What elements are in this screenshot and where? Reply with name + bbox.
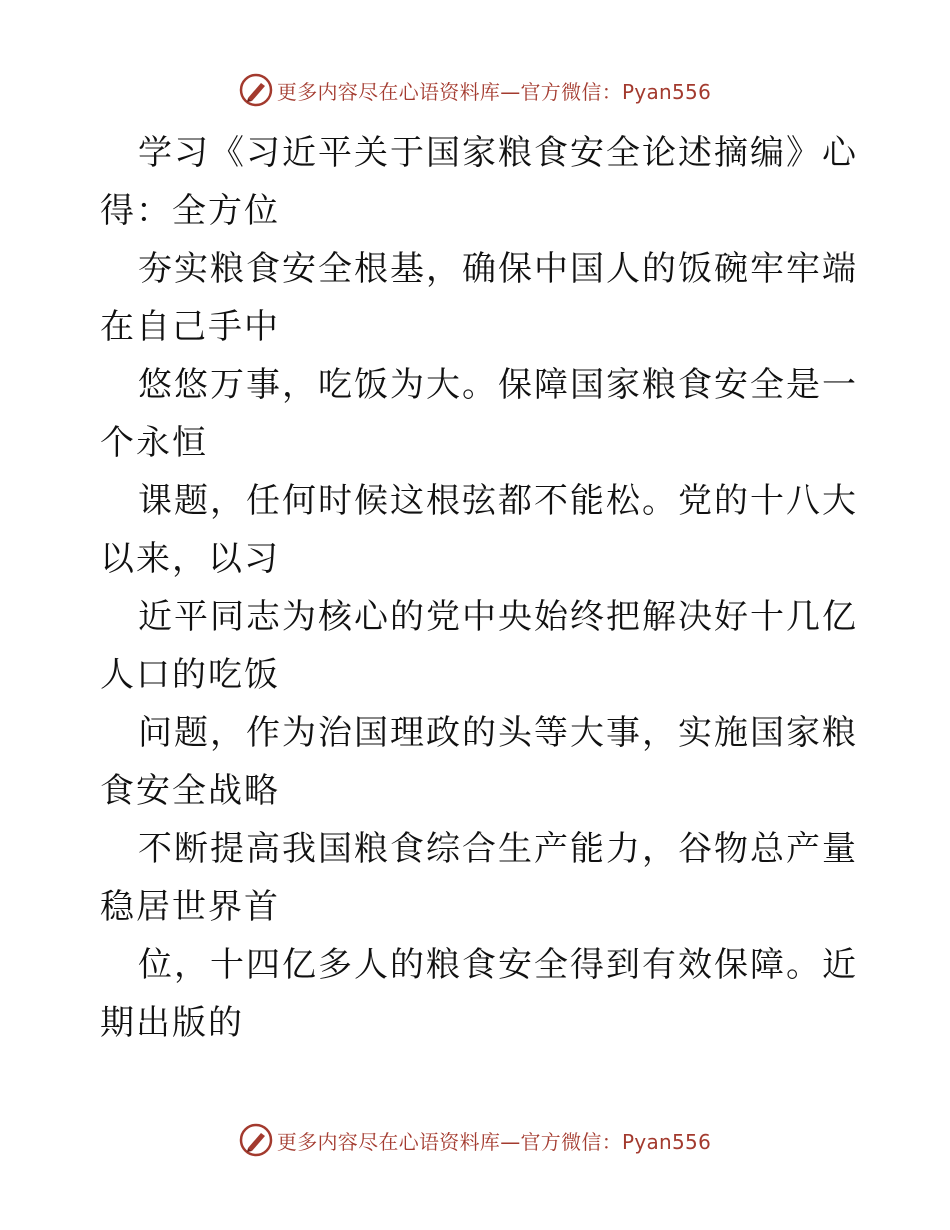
paragraph: 位，十四亿多人的粮食安全得到有效保障。近期出版的 — [100, 945, 858, 1043]
paragraph: 夯实粮食安全根基，确保中国人的饭碗牢牢端在自己手中 — [100, 249, 858, 347]
document-body — [100, 124, 860, 1052]
paragraph: 悠悠万事，吃饭为大。保障国家粮食安全是一个永恒 — [100, 365, 858, 463]
paragraph: 课题，任何时候这根弦都不能松。党的十八大以来，以习 — [100, 481, 858, 579]
header-banner — [0, 70, 950, 110]
paragraph: 问题，作为治国理政的头等大事，实施国家粮食安全战略 — [100, 713, 858, 811]
pen-logo-icon — [239, 1123, 273, 1157]
paragraph: 学习《习近平关于国家粮食安全论述摘编》心得：全方位 — [100, 133, 858, 231]
footer-banner-text: 更多内容尽在心语资料库—官方微信：Pyan556 — [276, 1129, 712, 1154]
header-banner-text: 更多内容尽在心语资料库—官方微信：Pyan556 — [276, 79, 712, 104]
paragraph: 近平同志为核心的党中央始终把解决好十几亿人口的吃饭 — [100, 597, 858, 695]
footer-banner — [0, 1120, 950, 1160]
paragraph: 不断提高我国粮食综合生产能力，谷物总产量稳居世界首 — [100, 829, 858, 927]
pen-logo-icon — [239, 73, 273, 107]
